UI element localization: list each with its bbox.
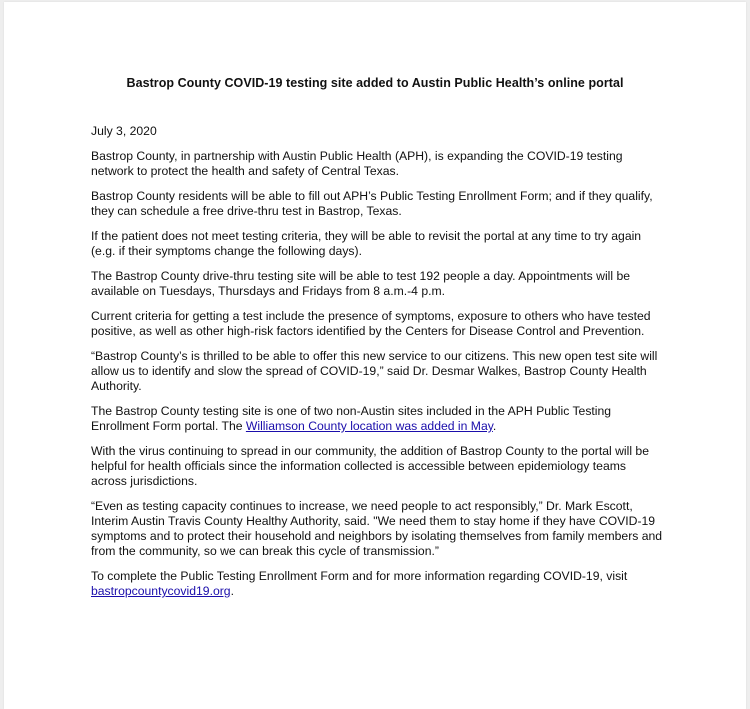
paragraph-escott-quote: “Even as testing capacity continues to increase, we need people to act responsibly,” Dr. Mark Escott, Interim Austin Travis County Healthy Authority, said. "We need them to stay home if they have COVID-19 symptoms and to protect their household and neighbors by isolating themselves from family members and from the community, so we can break this cycle of transmission.” (91, 499, 663, 558)
paragraph-non-austin-sites (91, 404, 663, 434)
paragraph-complete-form-end: . (230, 584, 234, 598)
paragraph-non-austin-sites-end: . (492, 419, 497, 433)
paragraph-complete-form (91, 569, 663, 599)
bastrop-covid-website-link[interactable]: bastropcountycovid19.org (91, 584, 231, 598)
williamson-county-link[interactable]: Williamson County location was added in May (245, 419, 493, 433)
document-page (4, 2, 746, 709)
paragraph-enrollment: Bastrop County residents will be able to fill out APH’s Public Testing Enrollment Form; and if they qualify, they can schedule a free drive-thru test in Bastrop, Texas. (91, 189, 653, 218)
paragraph-testing-capacity: The Bastrop County drive-thru testing site will be able to test 192 people a day. Appointments will be available on Tuesdays, Thursdays and Fridays from 8 a.m.-4 p.m. (91, 269, 631, 298)
document-title: Bastrop County COVID-19 testing site added to Austin Public Health’s online portal (126, 76, 624, 90)
paragraph-epidemiology: With the virus continuing to spread in our community, the addition of Bastrop County to the portal will be helpful for health officials since the information collected is accessible between epidemiology teams across jurisdictions. (91, 444, 649, 488)
document-body (91, 124, 663, 609)
paragraph-non-austin-sites-text: The Bastrop County testing site is one of two non-Austin sites included in the APH Public Testing Enrollment Form portal. The (91, 404, 612, 433)
paragraph-criteria-revisit: If the patient does not meet testing criteria, they will be able to revisit the portal at any time to try again (e.g. if their symptoms change the following days). (91, 229, 642, 258)
document-date: July 3, 2020 (91, 124, 157, 138)
paragraph-test-criteria: Current criteria for getting a test include the presence of symptoms, exposure to others who have tested positive, as well as other high-risk factors identified by the Centers for Disease Control and Prevention. (91, 309, 651, 338)
paragraph-partnership: Bastrop County, in partnership with Austin Public Health (APH), is expanding the COVID-19 testing network to protect the health and safety of Central Texas. (91, 149, 623, 178)
paragraph-complete-form-text: To complete the Public Testing Enrollment Form and for more information regarding COVID-19, visit (91, 569, 628, 583)
paragraph-walkes-quote: “Bastrop County’s is thrilled to be able to offer this new service to our citizens. This new open test site will allow us to identify and slow the spread of COVID-19,” said Dr. Desmar Walkes, Bastrop County Health Authority. (91, 349, 658, 393)
